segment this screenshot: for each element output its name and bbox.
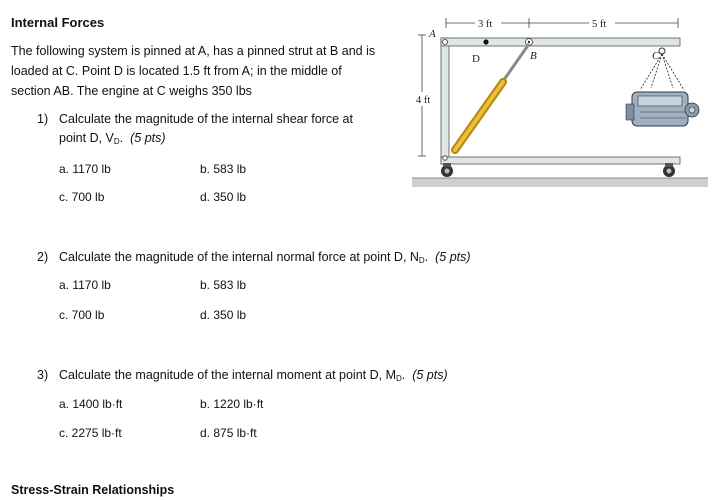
caster-right: [665, 163, 673, 167]
next-section-title: Stress-Strain Relationships: [11, 483, 175, 497]
q3-option-d[interactable]: d. 875 lb·ft: [200, 426, 257, 440]
intro-line-3: section AB. The engine at C weighs 350 lbs: [11, 84, 252, 98]
intro-paragraph: [11, 41, 375, 101]
label-b: B: [530, 50, 537, 62]
ground: [412, 178, 708, 187]
q1-option-b[interactable]: b. 583 lb: [200, 162, 247, 176]
caster-left: [443, 163, 451, 167]
label-c: C: [652, 50, 660, 62]
pin-a: [443, 40, 448, 45]
label-d: D: [472, 53, 480, 65]
q1-option-d[interactable]: d. 350 lb: [200, 190, 247, 204]
q1-text: [59, 110, 353, 151]
q2-option-a[interactable]: a. 1170 lb: [59, 278, 111, 292]
dim-5ft-label: 5 ft: [592, 19, 607, 30]
q2-option-d[interactable]: d. 350 lb: [200, 308, 247, 322]
section-title: Internal Forces: [11, 15, 105, 30]
q1-text-line2: [59, 129, 353, 151]
label-a: A: [429, 28, 436, 40]
q2-points: (5 pts): [435, 250, 471, 264]
q3-option-c[interactable]: c. 2275 lb·ft: [59, 426, 122, 440]
wheel-right-hub: [667, 169, 672, 174]
strut-cylinder-highlight: [455, 82, 503, 150]
q1-text-line1: Calculate the magnitude of the internal shear force at: [59, 112, 353, 126]
q1-subscript: D: [113, 137, 120, 146]
engine: [626, 92, 699, 126]
q1-option-a[interactable]: a. 1170 lb: [59, 162, 111, 176]
q2-subscript: D: [418, 256, 425, 265]
pin-b-center: [528, 41, 530, 43]
frame-base: [441, 157, 680, 164]
intro-line-1: The following system is pinned at A, has a pinned strut at B and is: [11, 44, 376, 58]
engine-hoist-figure: [410, 14, 710, 190]
q3-prefix: Calculate the magnitude of the internal moment at point D, M: [59, 368, 396, 382]
q3-option-a[interactable]: a. 1400 lb·ft: [59, 397, 123, 411]
q1-number: 1): [37, 112, 49, 126]
frame-boom: [441, 38, 680, 46]
q2-text: [59, 248, 471, 270]
dim-4ft-label: 4 ft: [416, 95, 431, 106]
q3-text: [59, 366, 448, 388]
q3-suffix: .: [401, 368, 406, 382]
intro-line-2: loaded at C. Point D is located 1.5 ft from A; in the middle of: [11, 64, 342, 78]
dim-3ft-label: 3 ft: [478, 19, 493, 30]
q1-prefix: point D, V: [59, 131, 114, 145]
strut-rod: [501, 44, 529, 84]
q2-number: 2): [37, 250, 49, 264]
q3-points: (5 pts): [412, 368, 448, 382]
q3-option-b[interactable]: b. 1220 lb·ft: [200, 397, 264, 411]
q1-suffix: .: [119, 131, 124, 145]
hook-c: [659, 48, 665, 54]
q2-option-c[interactable]: c. 700 lb: [59, 308, 105, 322]
lifting-chains: [640, 54, 684, 90]
wheel-left-hub: [445, 169, 450, 174]
frame-post: [441, 38, 449, 164]
pin-base: [443, 156, 447, 160]
q3-number: 3): [37, 368, 49, 382]
q2-suffix: .: [424, 250, 429, 264]
q2-prefix: Calculate the magnitude of the internal normal force at point D, N: [59, 250, 419, 264]
q1-option-c[interactable]: c. 700 lb: [59, 190, 105, 204]
q3-subscript: D: [396, 374, 402, 383]
point-d-marker: [483, 39, 488, 44]
q1-points: (5 pts): [130, 131, 166, 145]
q2-option-b[interactable]: b. 583 lb: [200, 278, 247, 292]
